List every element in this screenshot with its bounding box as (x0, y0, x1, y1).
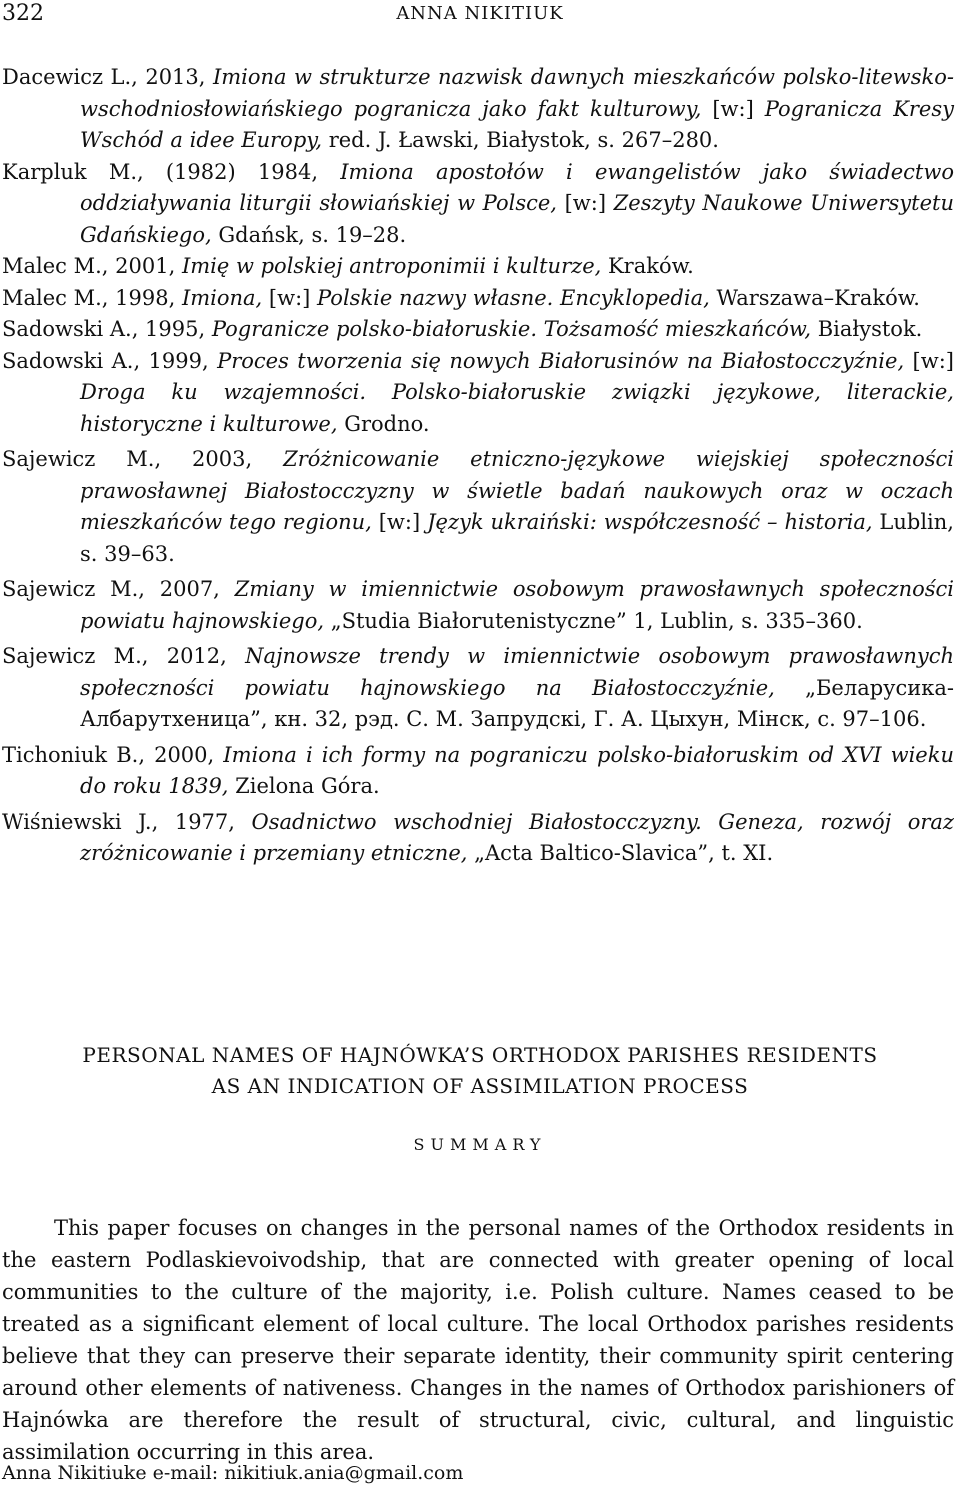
english-title-line-2: AS AN INDICATION OF ASSIMILATION PROCESS (211, 1074, 749, 1098)
reference-entry: Dacewicz L., 2013, Imiona w strukturze nazwisk dawnych mieszkańców polsko-litewsko-wschodniosłowiańskiego pogranicza jako fakt kulturowy, [w:] Pogranicza Kresy Wschód a idee Europy, red. J. Ławski, Białystok, s. 267–280. (2, 65, 954, 152)
english-title (0, 1040, 960, 1102)
abstract-text (2, 1212, 954, 1468)
author-contact: Anna Nikitiuke e-mail: nikitiuk.ania@gmail.com (2, 1462, 464, 1484)
reference-entry: Malec M., 2001, Imię w polskiej antroponimii i kulturze, Kraków. (2, 254, 694, 278)
reference-entry: Sajewicz M., 2003, Zróżnicowanie etniczno-językowe wiejskiej społeczności prawosławnej Białostocczyzny w świetle badań naukowych oraz w oczach mieszkańców tego regionu, [w:] Język ukraiński: współczesność – historia, Lublin, s. 39–63. (2, 447, 954, 566)
summary-heading: SUMMARY (413, 1135, 547, 1154)
english-title-line-1: PERSONAL NAMES OF HAJNÓWKA’S ORTHODOX PARISHES RESIDENTS (82, 1043, 878, 1067)
page-number: 322 (2, 1, 44, 26)
reference-entry: Tichoniuk B., 2000, Imiona i ich formy na pograniczu polsko-białoruskim od XVI wieku do roku 1839, Zielona Góra. (2, 742, 954, 798)
reference-entry: Sajewicz M., 2012, Najnowsze trendy w imiennictwie osobowym prawosławnych społeczności powiatu hajnowskiego na Białostocczyźnie, „Беларусика-Албарутхеница”, кн. 32, рэд. С. М. Запрудскі, Г. А. Цыхун, Мінск, с. 97–106. (2, 644, 955, 731)
running-head (0, 0, 960, 34)
reference-entry: Sadowski A., 1995, Pogranicze polsko-białoruskie. Tożsamość mieszkańców, Białystok. (2, 317, 923, 341)
abstract-body: This paper focuses on changes in the personal names of the Orthodox residents in the eastern Podlaskievoivodship, that are connected with greater opening of local communities to the culture of the majority, i.e. Polish culture. Names ceased to be treated as a significant element of local culture. The local Orthodox parishes residents believe that they can preserve their separate identity, their community spirit centering around other elements of nativeness. Changes in the names of Orthodox parishioners of Hajnówka are therefore the result of structural, civic, cultural, and linguistic assimilation occurring in this area. (2, 1216, 954, 1464)
reference-entry: Sajewicz M., 2007, Zmiany w imiennictwie osobowym prawosławnych społeczności powiatu hajnowskiego, „Studia Białorutenistyczne” 1, Lublin, s. 335–360. (2, 577, 955, 633)
running-title: ANNA NIKITIUK (396, 3, 564, 24)
reference-entry: Malec M., 1998, Imiona, [w:] Polskie nazwy własne. Encyklopedia, Warszawa–Kraków. (2, 285, 920, 310)
reference-entry: Karpluk M., (1982) 1984, Imiona apostołów i ewangelistów jako świadectwo oddziaływania liturgii słowiańskiej w Polsce, [w:] Zeszyty Naukowe Uniwersytetu Gdańskiego, Gdańsk, s. 19–28. (2, 159, 954, 247)
reference-list (2, 62, 954, 870)
reference-entry: Sadowski A., 1999, Proces tworzenia się nowych Białorusinów na Białostocczyźnie, [w:] Droga ku wzajemności. Polsko-białoruskie związki językowe, literackie, historyczne i kulturowe, Grodno. (2, 348, 954, 436)
reference-entry: Wiśniewski J., 1977, Osadnictwo wschodniej Białostocczyzny. Geneza, rozwój oraz zróżnicowanie i przemiany etniczne, „Acta Baltico-Slavica”, t. XI. (2, 809, 954, 865)
